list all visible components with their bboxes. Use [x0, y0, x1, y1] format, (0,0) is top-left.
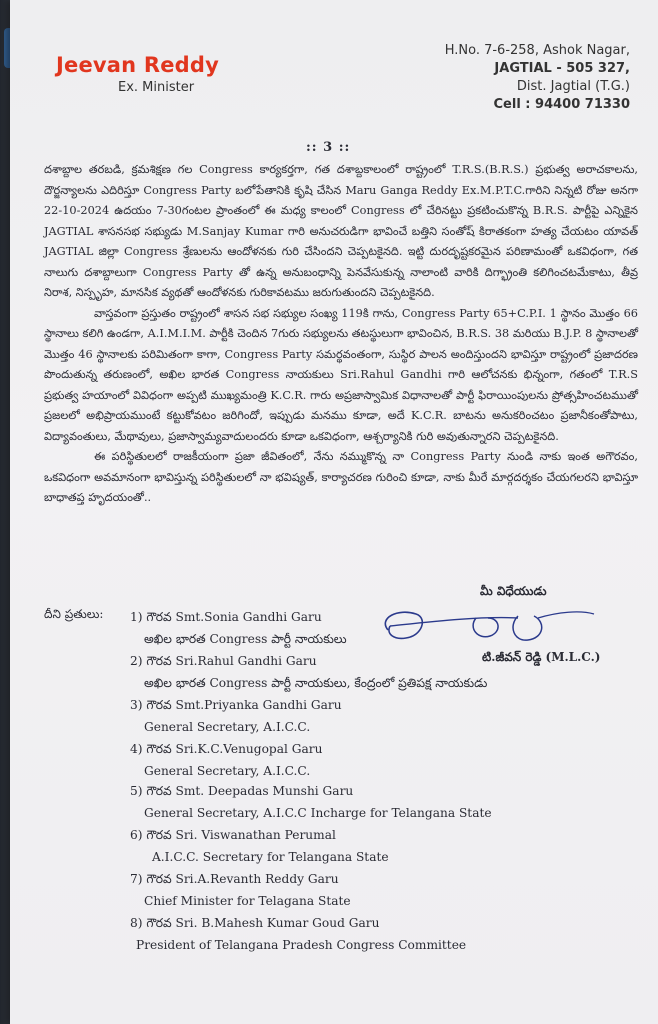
recipient-title: General Secretary, A.I.C.C Incharge for Telangana State [144, 806, 492, 820]
page-number: :: 3 :: [306, 140, 351, 155]
address-district: Dist. Jagtial (T.G.) [516, 79, 630, 94]
body-paragraph: వాస్తవంగా ప్రస్తుతం రాష్ట్రంలో శాసన సభ సభ్యుల సంఖ్య 119కి గాను, Congress Party 65+C.P.I. 1 స్థానం మొత్తం 66 స్థానాలు కలిగి ఉండగా, A.I.M.I.M. పార్టీకి చెందిన 7గురు సభ్యులను తటస్థులుగా భావించిన, B.R.S. 38 మరియు B.J.P. 8 స్థానాలతో మొత్తం 46 స్థానాలకు పరిమితంగా కాగా, Congress Party సమర్థవంతంగా, సుస్థిర పాలన అందిస్తుందని భావిస్తూ రాష్ట్రంలో ప్రజాదరణ పొందుతున్న తరుణంలో, అఖిల భారత Congress నాయకులు Sri.Rahul Gandhi గారి ఆలోచనకు భిన్నంగా, గతంలో T.R.S ప్రభుత్వ హయాంలో వివిధంగా అప్పటి ముఖ్యమంత్రి K.C.R. గారు అప్రజాస్వామిక విధానాలతో పార్టీ ఫిరాయింపులను ప్రోత్సహించటముతో ప్రజలలో అభిప్రాయముంటే కట్టుకోవటం జరిగిందో, ఇప్పుడు మనము కూడా, అదే K.C.R. బాటను అనుకరించటం ప్రజానీకంతోపాటు, విద్యావంతులు, మేథావులు, ప్రజాస్వామ్యవాదులందరు కూడా ఒకవిధంగా, ఆశ్చర్యానికి గురి అవుతున్నారని చెప్పటకైనది. [44, 306, 638, 443]
recipient-name: 5) గౌరవ Smt. Deepadas Munshi Garu [130, 784, 354, 798]
recipient-name: 4) గౌరవ Sri.K.C.Venugopal Garu [130, 742, 323, 756]
letter-body [44, 160, 638, 509]
recipient-name: 7) గౌరవ Sri.A.Revanth Reddy Garu [130, 872, 339, 886]
recipient-title: A.I.C.C. Secretary for Telangana State [152, 850, 389, 864]
copy-recipient [130, 824, 389, 868]
signer-name: టి.జీవన్ రెడ్డి (M.L.C.) [482, 650, 601, 664]
copy-recipient [130, 780, 492, 824]
copy-recipient [130, 912, 466, 956]
recipient-title: President of Telangana Pradesh Congress Committee [136, 938, 467, 952]
letterhead-name: Jeevan Reddy [56, 53, 219, 77]
address-phone: Cell : 94400 71330 [493, 97, 630, 112]
copy-recipient [130, 738, 322, 782]
letter-page [10, 0, 658, 1024]
copy-recipient [130, 650, 487, 694]
copy-recipient [130, 694, 342, 738]
recipient-title: Chief Minister for Telagana State [144, 894, 351, 908]
letterhead-address [445, 42, 630, 114]
recipient-name: 6) గౌరవ Sri. Viswanathan Perumal [130, 828, 336, 842]
recipient-title: అఖిల భారత Congress పార్టీ నాయకులు, కేంద్రంలో ప్రతిపక్ష నాయకుడు [144, 676, 488, 690]
letterhead-role: Ex. Minister [118, 80, 195, 95]
recipient-name: 8) గౌరవ Sri. B.Mahesh Kumar Goud Garu [130, 916, 380, 930]
recipient-name: 2) గౌరవ Sri.Rahul Gandhi Garu [130, 654, 317, 668]
copy-recipient [130, 868, 351, 912]
body-paragraph: ఈ పరిస్థితులలో రాజకీయంగా ప్రజా జీవితంలో, నేను నమ్ముకొన్న నా Congress Party నుండి నాకు ఇంత అగౌరవం, ఒకవిధంగా అవమానంగా భావిస్తున్న పరిస్థితులలో నా భవిష్యత్, కార్యాచరణ గురించి కూడా, నాకు మీరే మార్గదర్శకం చేయగలరని భావిస్తూ బాధాతప్త హృదయంతో.. [44, 450, 638, 504]
handwritten-signature [368, 596, 598, 656]
address-city: JAGTIAL - 505 327, [494, 61, 630, 76]
copy-to-label: దీని ప్రతులు: [44, 607, 104, 621]
body-paragraph: దశాబ్దాల తరబడి, క్రమశిక్షణ గల Congress కార్యకర్తగా, గత దశాబ్దకాలంలో రాష్ట్రంలో T.R.S.(B.R.S.) ప్రభుత్వ అరాచకాలను, దౌర్జన్యాలను ఎదిరిస్తూ Congress Party బలోపేతానికి కృషి చేసిన Maru Ganga Reddy Ex.M.P.T.C.గారిని నిన్నటి రోజు అనగా 22-10-2024 ఉదయం 7-30గంటల ప్రాంతంలో ఈ మధ్య కాలంలో Congress లో చేరినట్టు ప్రకటించుకొన్న B.R.S. పార్టీపై ఎన్నికైన JAGTIAL శాసనసభ సభ్యుడు M.Sanjay Kumar గారి అనుచరుడిగా భావించే బత్తిని సంతోష్ కిరాతకంగా హత్య చేయటం యావత్ JAGTIAL జిల్లా Congress శ్రేణులను ఆందోళనకు గురి చేసిందని చెప్పటకైనది. ఇట్టి దురదృష్టకరమైన పరిణామంతో ఒకవిధంగా, గత నాలుగు దశాబ్దాలుగా Congress Party తో ఉన్న అనుబంధాన్ని పెనవేసుకున్న నాలాంటి వారికి దిగ్భ్రాంతి కలిగించటమేకాటు, తీవ్ర నిరాశ, నిస్పృహ, మానసిక వ్యథతో ఆందోళనకు గురికావటము జరుగుతుందని చెప్పటకైనది. [44, 163, 638, 299]
recipient-name: 3) గౌరవ Smt.Priyanka Gandhi Garu [130, 698, 342, 712]
recipient-title: General Secretary, A.I.C.C. [144, 720, 311, 734]
copy-recipient [130, 606, 347, 650]
address-line: H.No. 7-6-258, Ashok Nagar, [444, 43, 630, 58]
recipient-title: General Secretary, A.I.C.C. [144, 764, 311, 778]
recipient-title: అఖిల భారత Congress పార్టీ నాయకులు [144, 632, 347, 646]
closing-salutation: మీ విధేయుడు [480, 584, 547, 598]
recipient-name: 1) గౌరవ Smt.Sonia Gandhi Garu [130, 610, 322, 624]
